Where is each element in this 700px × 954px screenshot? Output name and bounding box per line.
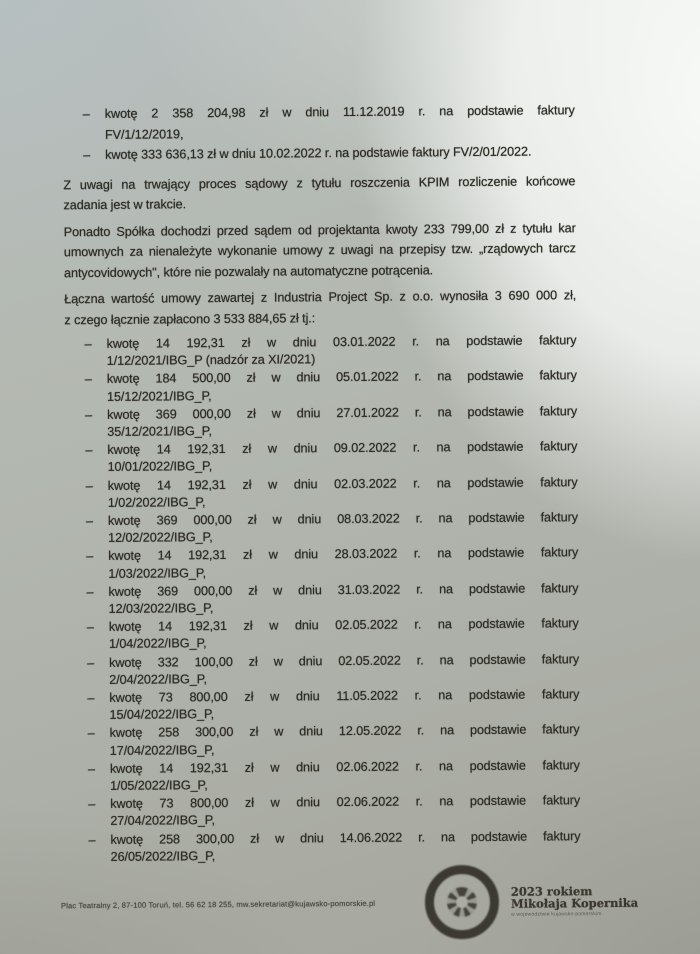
bullet-dash-icon: – bbox=[85, 407, 93, 422]
copernicus-seal-icon bbox=[425, 865, 500, 940]
bullet-dash-icon: – bbox=[84, 337, 92, 352]
invoice-number: 12/02/2022/IBG_P, bbox=[108, 530, 213, 546]
payment-line bbox=[107, 403, 577, 424]
invoice-number: 12/03/2022/IBG_P, bbox=[108, 601, 214, 616]
amount-word: kwotę bbox=[106, 372, 140, 387]
basis-words: r. na podstawie faktury bbox=[412, 439, 578, 455]
payment-line bbox=[108, 545, 578, 566]
amount-word: kwotę bbox=[110, 832, 144, 847]
bullet-dash-icon: – bbox=[85, 443, 93, 458]
mid-words: zł w dniu bbox=[244, 760, 320, 775]
mid-words: zł w dniu bbox=[246, 370, 321, 386]
basis-words: r. na podstawie faktury bbox=[415, 793, 581, 809]
bullet-dash-icon: – bbox=[88, 797, 96, 812]
bullet-dash-icon: – bbox=[85, 514, 93, 529]
mid-words: zł w dniu bbox=[242, 441, 318, 457]
bullet-dash-icon: – bbox=[83, 148, 91, 163]
mid-words: zł w dniu bbox=[242, 476, 318, 492]
mid-words: zł w dniu bbox=[248, 583, 322, 598]
payment-amount: 14 192,31 bbox=[157, 548, 227, 563]
intro-payment-item bbox=[63, 100, 575, 145]
bullet-dash-icon: – bbox=[87, 726, 95, 741]
payment-date: 02.05.2022 bbox=[335, 617, 398, 633]
invoice-number: 2/04/2022/IBG_P, bbox=[109, 671, 207, 687]
payment-date: 03.01.2022 bbox=[332, 334, 396, 350]
payment-line bbox=[109, 651, 579, 672]
payment-amount: 73 800,00 bbox=[158, 690, 228, 705]
invoice-number: 1/03/2022/IBG_P, bbox=[108, 565, 207, 581]
payment-line bbox=[107, 368, 577, 389]
paragraph-line: umownych za nienależyte wykonanie umowy z uwagi na przepisy tzw. „rządowych tarcz bbox=[63, 241, 576, 260]
paragraph-line: zadania jest w trakcie. bbox=[63, 197, 187, 213]
mid-words: zł w dniu bbox=[244, 795, 320, 811]
payment-item bbox=[66, 580, 578, 618]
amount-word: kwotę bbox=[107, 442, 141, 458]
payment-item bbox=[65, 368, 577, 406]
bullet-dash-icon: – bbox=[87, 691, 95, 706]
paragraph-penalties bbox=[64, 218, 576, 284]
amount-word: kwotę bbox=[108, 549, 141, 564]
mid-words: zł w dniu bbox=[247, 512, 322, 527]
payment-amount: 369 000,00 bbox=[155, 406, 231, 422]
bullet-dash-icon: – bbox=[86, 584, 94, 599]
basis-words: r. na podstawie faktury bbox=[412, 333, 577, 349]
amount-word: kwotę bbox=[108, 584, 142, 599]
invoice-number: 26/05/2022/IBG_P, bbox=[110, 848, 216, 864]
amount-word: kwotę bbox=[107, 407, 140, 422]
copernicus-year-logo bbox=[511, 885, 638, 918]
amount-word: kwotę bbox=[110, 796, 143, 812]
payment-date: 12.05.2022 bbox=[338, 724, 402, 739]
amount-word: kwotę bbox=[106, 336, 140, 351]
mid-words: zł w dniu bbox=[248, 653, 323, 669]
amount-word: kwotę bbox=[108, 619, 142, 635]
payment-date: 02.05.2022 bbox=[338, 653, 401, 668]
basis-words: r. na podstawie faktury bbox=[413, 545, 579, 561]
basis-words: r. na podstawie faktury bbox=[414, 368, 577, 384]
payment-item bbox=[66, 474, 578, 512]
intro-payment-item bbox=[63, 141, 575, 166]
payment-item bbox=[68, 722, 580, 760]
amount-word: kwotę bbox=[107, 513, 141, 528]
invoice-number: FV/1/12/2019, bbox=[104, 126, 184, 142]
payment-date: 05.01.2022 bbox=[336, 370, 399, 385]
payment-amount: 14 192,31 bbox=[158, 619, 227, 634]
payment-amount: 14 192,31 bbox=[155, 335, 225, 351]
payment-date: 28.03.2022 bbox=[334, 547, 398, 562]
invoice-number: 27/04/2022/IBG_P, bbox=[110, 813, 215, 829]
amount-word: kwotę bbox=[109, 726, 143, 741]
basis-words: r. na podstawie faktury bbox=[413, 474, 578, 491]
invoice-number: 35/12/2021/IBG_P, bbox=[107, 424, 212, 439]
footer-address: Plac Teatralny 2, 87-100 Toruń, tel. 56 62 18 255, mw.sekretariat@kujawsko-pomorskie.pl bbox=[60, 898, 376, 910]
invoice-number: 1/05/2022/IBG_P, bbox=[109, 778, 208, 793]
payment-item bbox=[65, 332, 577, 370]
payment-amount: 369 000,00 bbox=[157, 583, 233, 599]
payment-item bbox=[67, 651, 579, 689]
payment-amount: 14 192,31 bbox=[159, 760, 229, 776]
bullet-dash-icon: – bbox=[85, 478, 93, 493]
payment-item bbox=[67, 615, 579, 653]
basis-words: r. na podstawie faktury bbox=[415, 510, 579, 526]
payment-item bbox=[68, 757, 580, 795]
paragraph-line: z czego łącznie zapłacono 3 533 884,65 zł tj.: bbox=[64, 310, 316, 327]
payment-date: 02.06.2022 bbox=[336, 759, 399, 774]
invoice-number: 1/02/2022/IBG_P, bbox=[107, 494, 206, 510]
payment-date: 31.03.2022 bbox=[337, 582, 401, 597]
payment-line bbox=[110, 828, 580, 849]
basis-words: r. na podstawie faktury bbox=[418, 828, 581, 845]
invoice-number: 10/01/2022/IBG_P, bbox=[107, 459, 213, 475]
payment-item bbox=[66, 545, 578, 583]
bullet-dash-icon: – bbox=[87, 761, 95, 776]
invoice-number: 15/12/2021/IBG_P, bbox=[106, 388, 212, 404]
mid-words: zł w dniu bbox=[250, 830, 324, 846]
bullet-dash-icon: – bbox=[82, 107, 90, 122]
invoice-number: 17/04/2022/IBG_P, bbox=[109, 742, 215, 758]
paragraph-contract-value bbox=[64, 285, 576, 330]
bullet-dash-icon: – bbox=[86, 620, 94, 635]
payment-date: 02.06.2022 bbox=[336, 794, 400, 810]
logo-tagline: w województwie kujawsko-pomorskim bbox=[511, 910, 602, 918]
invoice-number: 1/04/2022/IBG_P, bbox=[108, 636, 207, 652]
basis-words: r. na podstawie faktury bbox=[414, 404, 578, 420]
payment-item bbox=[68, 828, 580, 866]
payment-item bbox=[66, 509, 578, 547]
paragraph-line: antycovidowych", które nie pozwalały na automatyczne potrącenia. bbox=[63, 262, 434, 280]
basis-words: r. na podstawie faktury bbox=[417, 722, 580, 738]
intro-payment-list bbox=[62, 0, 575, 166]
payment-date: 11.12.2019 bbox=[342, 104, 405, 120]
mid-words: zł w dniu bbox=[249, 724, 323, 740]
document-body bbox=[62, 0, 581, 867]
mid-words: zł w dniu bbox=[242, 547, 319, 563]
payment-date: 02.03.2022 bbox=[334, 476, 397, 491]
invoice-number: 1/12/2021/IBG_P (nadzór za XI/2021) bbox=[106, 352, 316, 369]
bullet-dash-icon: – bbox=[86, 549, 94, 564]
payment-amount: 73 800,00 bbox=[159, 796, 229, 811]
basis-words: r. na podstawie faktury bbox=[416, 581, 579, 597]
basis-words: r. na podstawie faktury bbox=[416, 651, 580, 668]
amount-word: kwotę bbox=[109, 690, 143, 705]
payment-amount: 14 192,31 bbox=[156, 442, 226, 457]
paragraph-line: Ponadto Spółka dochodzi przed sądem od projektanta kwoty 233 799,00 zł z tytułu kar bbox=[63, 220, 576, 239]
payment-item bbox=[65, 403, 577, 441]
bullet-dash-icon: – bbox=[87, 655, 95, 670]
mid-words: zł w dniu bbox=[243, 618, 319, 634]
amount-word: kwotę bbox=[109, 655, 142, 670]
payment-amount: 14 192,31 bbox=[156, 477, 226, 493]
payment-line bbox=[110, 722, 580, 743]
payment-line bbox=[105, 100, 575, 124]
page-footer bbox=[61, 862, 652, 945]
basis-words: r. na podstawie faktury bbox=[415, 758, 580, 774]
payment-amount: 2 358 204,98 bbox=[151, 105, 246, 121]
payment-line: kwotę 333 636,13 zł w dniu 10.02.2022 r. na podstawie faktury FV/2/01/2022. bbox=[105, 144, 532, 162]
payment-amount: 184 500,00 bbox=[155, 371, 231, 386]
amount-word: kwotę bbox=[104, 106, 138, 121]
basis-words: r. na podstawie faktury bbox=[418, 103, 575, 119]
mid-words: zł w dniu bbox=[246, 406, 321, 421]
mid-words: zł w dniu bbox=[241, 335, 317, 350]
payment-item bbox=[68, 792, 580, 830]
payment-date: 11.05.2022 bbox=[336, 688, 398, 704]
payment-item bbox=[67, 686, 579, 724]
invoice-number: 15/04/2022/IBG_P, bbox=[109, 707, 215, 723]
basis-words: r. na podstawie faktury bbox=[414, 616, 579, 632]
payment-amount: 332 100,00 bbox=[157, 654, 233, 670]
amount-word: kwotę bbox=[109, 761, 143, 776]
payment-list bbox=[65, 332, 581, 866]
payment-amount: 258 300,00 bbox=[159, 831, 235, 847]
payment-amount: 369 000,00 bbox=[156, 512, 232, 528]
paragraph-line: Łączna wartość umowy zawartej z Industria Project Sp. z o.o. wynosiła 3 690 000 zł, bbox=[64, 288, 577, 307]
logo-line: Mikołaja Kopernika bbox=[510, 896, 639, 912]
bullet-dash-icon: – bbox=[84, 372, 92, 387]
mid-words: zł w dniu bbox=[259, 105, 329, 120]
mid-words: zł w dniu bbox=[244, 689, 320, 704]
basis-words: r. na podstawie faktury bbox=[414, 687, 580, 703]
payment-item bbox=[65, 438, 577, 476]
payment-date: 08.03.2022 bbox=[337, 511, 400, 527]
bullet-dash-icon: – bbox=[88, 832, 96, 847]
payment-date: 27.01.2022 bbox=[336, 405, 399, 420]
payment-date: 14.06.2022 bbox=[339, 830, 403, 845]
paragraph-court-process bbox=[63, 171, 575, 216]
paragraph-line: Z uwagi na trwający proces sądowy z tytułu roszczenia KPIM rozliczenie końcowe bbox=[63, 173, 576, 192]
payment-amount: 258 300,00 bbox=[158, 725, 234, 740]
amount-word: kwotę bbox=[107, 478, 141, 493]
logo-line: 2023 rokiem bbox=[510, 883, 593, 899]
payment-date: 09.02.2022 bbox=[333, 440, 397, 456]
